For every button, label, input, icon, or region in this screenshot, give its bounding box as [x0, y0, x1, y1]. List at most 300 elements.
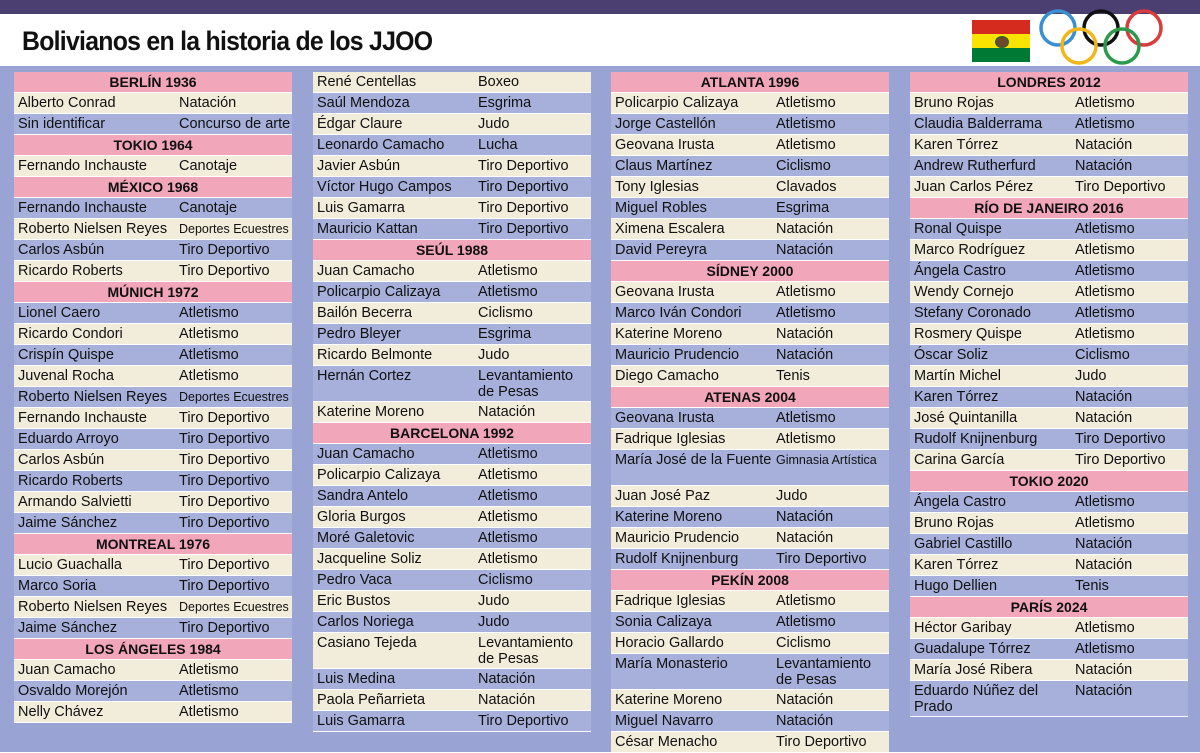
column-1	[14, 72, 292, 723]
games-header-munich-1972: MÚNICH 1972	[14, 282, 292, 303]
athlete-row	[313, 72, 591, 93]
sport-name: Tiro Deportivo	[179, 452, 270, 468]
athlete-name: Mauricio Kattan	[317, 221, 418, 237]
sport-name: Concurso de arte	[179, 116, 291, 132]
athlete-row	[313, 633, 591, 669]
athlete-row	[313, 465, 591, 486]
sport-name: Deportes Ecuestres	[179, 222, 289, 236]
athlete-row	[313, 507, 591, 528]
athlete-row	[313, 444, 591, 465]
athlete-row	[14, 366, 292, 387]
sport-name: Tiro Deportivo	[179, 410, 270, 426]
sport-name: Natación	[776, 530, 834, 546]
sport-name: Judo	[1075, 368, 1107, 384]
column-2	[313, 72, 591, 732]
athlete-row	[910, 639, 1188, 660]
sport-name: Natación	[776, 221, 834, 237]
athlete-name: Bruno Rojas	[914, 95, 994, 111]
athlete-name: Claus Martínez	[615, 158, 713, 174]
athlete-row	[313, 711, 591, 732]
athlete-row	[313, 135, 591, 156]
athlete-row	[611, 303, 889, 324]
sport-name: Judo	[478, 116, 510, 132]
athlete-row	[313, 528, 591, 549]
sport-name: Tiro Deportivo	[179, 515, 270, 531]
athlete-row	[910, 303, 1188, 324]
athlete-name: Roberto Nielsen Reyes	[18, 599, 168, 615]
athlete-name: Geovana Irusta	[615, 410, 715, 426]
athlete-name: Tony Iglesias	[615, 179, 699, 195]
athlete-name: René Centellas	[317, 74, 417, 90]
column-4	[910, 72, 1188, 717]
sport-name: Tiro Deportivo	[478, 179, 569, 195]
athlete-name: Saúl Mendoza	[317, 95, 410, 111]
sport-name: Tiro Deportivo	[179, 431, 270, 447]
sport-name: Canotaje	[179, 200, 238, 216]
sport-name: Atletismo	[776, 614, 836, 630]
athlete-name: Juvenal Rocha	[18, 368, 114, 384]
athlete-row	[611, 345, 889, 366]
athlete-name: Marco Iván Condori	[615, 305, 742, 321]
athlete-row	[611, 93, 889, 114]
athlete-name: Wendy Cornejo	[914, 284, 1014, 300]
athlete-name: Policarpio Calizaya	[317, 467, 441, 483]
athlete-row	[313, 156, 591, 177]
athlete-row	[611, 591, 889, 612]
athlete-row	[313, 93, 591, 114]
athlete-name: Katerine Moreno	[317, 404, 425, 420]
sport-name: Atletismo	[179, 704, 239, 720]
athlete-row	[313, 345, 591, 366]
athlete-name: Rudolf Knijnenburg	[914, 431, 1038, 447]
athlete-name: Luis Gamarra	[317, 200, 405, 216]
ring-yellow	[1062, 29, 1096, 63]
sport-name: Tiro Deportivo	[1075, 431, 1166, 447]
athlete-name: Mauricio Prudencio	[615, 347, 740, 363]
athlete-row	[313, 114, 591, 135]
games-header-berlin-1936: BERLÍN 1936	[14, 72, 292, 93]
sport-name: Atletismo	[1075, 494, 1135, 510]
sport-name: Tiro Deportivo	[776, 734, 867, 750]
sport-name: Judo	[776, 488, 808, 504]
athlete-name: Ricardo Roberts	[18, 263, 123, 279]
sport-name: Clavados	[776, 179, 837, 195]
sport-name: Levantamiento de Pesas	[776, 656, 872, 688]
athlete-name: Víctor Hugo Campos	[317, 179, 452, 195]
sport-name: Judo	[478, 614, 510, 630]
sport-name: Atletismo	[179, 662, 239, 678]
athlete-row	[910, 135, 1188, 156]
athlete-name: David Pereyra	[615, 242, 707, 258]
athlete-name: Ricardo Belmonte	[317, 347, 433, 363]
athlete-row	[313, 690, 591, 711]
athlete-name: Alberto Conrad	[18, 95, 116, 111]
games-header-montreal-1976: MONTREAL 1976	[14, 534, 292, 555]
games-header-londres-2012: LONDRES 2012	[910, 72, 1188, 93]
athlete-name: Javier Asbún	[317, 158, 401, 174]
athlete-row	[14, 450, 292, 471]
athlete-name: Geovana Irusta	[615, 137, 715, 153]
olympic-rings-icon	[1034, 8, 1184, 68]
athlete-name: Carina García	[914, 452, 1005, 468]
athlete-row	[14, 471, 292, 492]
athlete-row	[910, 366, 1188, 387]
games-header-seul-1988: SEÚL 1988	[313, 240, 591, 261]
athlete-name: Diego Camacho	[615, 368, 719, 384]
athlete-row	[910, 93, 1188, 114]
athlete-row	[14, 240, 292, 261]
top-color-bar	[0, 0, 1200, 14]
sport-name: Atletismo	[179, 305, 239, 321]
sport-name: Tiro Deportivo	[179, 494, 270, 510]
athlete-name: Katerine Moreno	[615, 509, 723, 525]
sport-name: Natación	[1075, 683, 1133, 699]
athlete-row	[313, 303, 591, 324]
athlete-row	[910, 660, 1188, 681]
athlete-row	[611, 507, 889, 528]
sport-name: Natación	[1075, 137, 1133, 153]
athlete-row	[14, 597, 292, 618]
athlete-name: Juan Camacho	[317, 446, 415, 462]
athlete-row	[910, 219, 1188, 240]
sport-name: Tiro Deportivo	[179, 263, 270, 279]
athlete-row	[14, 156, 292, 177]
athlete-name: Karen Tórrez	[914, 557, 999, 573]
sport-name: Atletismo	[776, 593, 836, 609]
athlete-row	[14, 345, 292, 366]
sport-name: Ciclismo	[478, 305, 533, 321]
athlete-name: Paola Peñarrieta	[317, 692, 426, 708]
athlete-row	[14, 492, 292, 513]
athlete-row	[611, 612, 889, 633]
sport-name: Atletismo	[478, 509, 538, 525]
sport-name: Atletismo	[1075, 116, 1135, 132]
athlete-name: Bailón Becerra	[317, 305, 413, 321]
sport-name: Atletismo	[478, 467, 538, 483]
athlete-row	[14, 303, 292, 324]
sport-name: Esgrima	[478, 326, 532, 342]
athlete-row	[313, 366, 591, 402]
athlete-name: Ángela Castro	[914, 263, 1006, 279]
athlete-row	[611, 219, 889, 240]
athlete-name: Luis Medina	[317, 671, 396, 687]
athlete-name: Leonardo Camacho	[317, 137, 445, 153]
athlete-name: Fernando Inchauste	[18, 158, 147, 174]
athlete-name: Karen Tórrez	[914, 389, 999, 405]
athlete-name: Luis Gamarra	[317, 713, 405, 729]
athlete-name: Lucio Guachalla	[18, 557, 122, 573]
sport-name: Tiro Deportivo	[478, 221, 569, 237]
sport-name: Natación	[1075, 536, 1133, 552]
sport-name: Natación	[1075, 662, 1133, 678]
athlete-name: Guadalupe Tórrez	[914, 641, 1031, 657]
sport-name: Atletismo	[1075, 641, 1135, 657]
games-header-atlanta-1996: ATLANTA 1996	[611, 72, 889, 93]
athlete-name: Nelly Chávez	[18, 704, 104, 720]
flag-stripe-red	[972, 20, 1030, 34]
athlete-name: Andrew Rutherfurd	[914, 158, 1036, 174]
sport-name: Atletismo	[776, 431, 836, 447]
sport-name: Boxeo	[478, 74, 520, 90]
ring-black	[1084, 11, 1118, 45]
athlete-name: Sandra Antelo	[317, 488, 409, 504]
athlete-row	[313, 261, 591, 282]
athlete-row	[910, 555, 1188, 576]
athlete-name: Armando Salvietti	[18, 494, 132, 510]
bolivia-flag-icon	[972, 20, 1030, 62]
athlete-name: María José Ribera	[914, 662, 1033, 678]
sport-name: Atletismo	[1075, 620, 1135, 636]
sport-name: Atletismo	[1075, 263, 1135, 279]
athlete-name: Pedro Bleyer	[317, 326, 401, 342]
athlete-row	[910, 450, 1188, 471]
sport-name: Tiro Deportivo	[478, 158, 569, 174]
sport-name: Tiro Deportivo	[179, 557, 270, 573]
sport-name: Natación	[179, 95, 237, 111]
athlete-row	[611, 135, 889, 156]
athlete-row	[14, 114, 292, 135]
sport-name: Tiro Deportivo	[179, 473, 270, 489]
sport-name: Tenis	[1075, 578, 1109, 594]
athlete-row	[14, 555, 292, 576]
sport-name: Tiro Deportivo	[179, 578, 270, 594]
athlete-row	[910, 408, 1188, 429]
athlete-row	[611, 654, 889, 690]
athlete-row	[910, 156, 1188, 177]
column-3	[611, 72, 889, 753]
ring-blue	[1041, 11, 1075, 45]
athlete-name: Eduardo Arroyo	[18, 431, 119, 447]
athlete-row	[611, 240, 889, 261]
athlete-row	[14, 618, 292, 639]
games-header-mexico-1968: MÉXICO 1968	[14, 177, 292, 198]
athlete-name: Geovana Irusta	[615, 284, 715, 300]
athlete-name: Fadrique Iglesias	[615, 431, 726, 447]
athlete-row	[910, 387, 1188, 408]
sport-name: Atletismo	[776, 410, 836, 426]
sport-name: Natación	[1075, 410, 1133, 426]
athlete-name: Fadrique Iglesias	[615, 593, 726, 609]
sport-name: Esgrima	[776, 200, 830, 216]
sport-name: Natación	[776, 242, 834, 258]
athlete-row	[313, 402, 591, 423]
sport-name: Atletismo	[1075, 326, 1135, 342]
athlete-name: Juan Carlos Pérez	[914, 179, 1034, 195]
athlete-name: Gabriel Castillo	[914, 536, 1013, 552]
athlete-row	[910, 534, 1188, 555]
sport-name: Canotaje	[179, 158, 238, 174]
sport-name: Atletismo	[179, 368, 239, 384]
athlete-row	[611, 114, 889, 135]
sport-name: Ciclismo	[1075, 347, 1130, 363]
sport-name: Atletismo	[1075, 242, 1135, 258]
athlete-row	[313, 177, 591, 198]
athlete-name: Claudia Balderrama	[914, 116, 1043, 132]
sport-name: Atletismo	[478, 263, 538, 279]
athlete-row	[611, 732, 889, 753]
athlete-row	[611, 282, 889, 303]
athlete-row	[910, 681, 1188, 717]
athlete-name: Bruno Rojas	[914, 515, 994, 531]
athlete-name: Sin identificar	[18, 116, 106, 132]
sport-name: Atletismo	[478, 446, 538, 462]
athlete-name: Karen Tórrez	[914, 137, 999, 153]
sport-name: Tiro Deportivo	[478, 200, 569, 216]
games-header-tokio-2020: TOKIO 2020	[910, 471, 1188, 492]
games-header-sidney-2000: SÍDNEY 2000	[611, 261, 889, 282]
athlete-row	[910, 576, 1188, 597]
sport-name: Ciclismo	[478, 572, 533, 588]
athlete-name: Ronal Quispe	[914, 221, 1002, 237]
games-header-paris-2024: PARÍS 2024	[910, 597, 1188, 618]
sport-name: Ciclismo	[776, 158, 831, 174]
games-header-atenas-2004: ATENAS 2004	[611, 387, 889, 408]
athlete-name: Carlos Noriega	[317, 614, 414, 630]
flag-crest	[995, 36, 1009, 48]
athlete-row	[14, 513, 292, 534]
sport-name: Tiro Deportivo	[776, 551, 867, 567]
athlete-name: Carlos Asbún	[18, 242, 105, 258]
athlete-row	[910, 513, 1188, 534]
athlete-row	[611, 450, 889, 486]
athlete-row	[313, 669, 591, 690]
athlete-name: Rosmery Quispe	[914, 326, 1022, 342]
athlete-name: Miguel Navarro	[615, 713, 714, 729]
athlete-name: Marco Soria	[18, 578, 97, 594]
athlete-row	[313, 612, 591, 633]
athlete-row	[910, 240, 1188, 261]
athlete-name: Ricardo Roberts	[18, 473, 123, 489]
sport-name: Tiro Deportivo	[179, 242, 270, 258]
flag-stripe-green	[972, 48, 1030, 62]
sport-name: Natación	[1075, 389, 1133, 405]
athlete-name: Gloria Burgos	[317, 509, 406, 525]
sport-name: Atletismo	[1075, 305, 1135, 321]
athlete-name: Ángela Castro	[914, 494, 1006, 510]
athlete-name: Lionel Caero	[18, 305, 101, 321]
athlete-row	[14, 387, 292, 408]
sport-name: Gimnasia Artística	[776, 453, 877, 467]
athlete-row	[313, 198, 591, 219]
athlete-name: Roberto Nielsen Reyes	[18, 221, 168, 237]
athlete-name: Marco Rodríguez	[914, 242, 1026, 258]
athlete-row	[611, 549, 889, 570]
sport-name: Natación	[478, 692, 536, 708]
games-header-los-angeles-1984: LOS ÁNGELES 1984	[14, 639, 292, 660]
athlete-row	[611, 408, 889, 429]
sport-name: Atletismo	[776, 305, 836, 321]
athlete-row	[14, 93, 292, 114]
sport-name: Atletismo	[179, 326, 239, 342]
athlete-row	[313, 549, 591, 570]
ring-green	[1105, 29, 1139, 63]
athlete-row	[14, 702, 292, 723]
athlete-name: Sonia Calizaya	[615, 614, 712, 630]
athlete-name: Katerine Moreno	[615, 326, 723, 342]
athlete-name: Édgar Claure	[317, 116, 403, 132]
athlete-row	[14, 660, 292, 681]
sport-name: Tiro Deportivo	[478, 713, 569, 729]
athlete-row	[14, 324, 292, 345]
games-header-barcelona-1992: BARCELONA 1992	[313, 423, 591, 444]
athlete-row	[910, 177, 1188, 198]
athlete-row	[14, 576, 292, 597]
athlete-row	[611, 177, 889, 198]
athlete-row	[910, 114, 1188, 135]
athlete-row	[611, 711, 889, 732]
sport-name: Atletismo	[776, 116, 836, 132]
athlete-row	[611, 486, 889, 507]
sport-name: Judo	[478, 347, 510, 363]
athlete-name: Stefany Coronado	[914, 305, 1031, 321]
sport-name: Atletismo	[1075, 515, 1135, 531]
athlete-name: Moré Galetovic	[317, 530, 415, 546]
sport-name: Natación	[776, 509, 834, 525]
athlete-name: Jorge Castellón	[615, 116, 716, 132]
athlete-row	[611, 528, 889, 549]
sport-name: Natación	[776, 713, 834, 729]
athlete-name: Rudolf Knijnenburg	[615, 551, 739, 567]
athlete-row	[14, 681, 292, 702]
athlete-row	[14, 198, 292, 219]
athlete-name: Pedro Vaca	[317, 572, 392, 588]
athlete-row	[14, 408, 292, 429]
athlete-name: Martín Michel	[914, 368, 1002, 384]
athlete-row	[611, 429, 889, 450]
athlete-row	[611, 198, 889, 219]
athlete-name: Óscar Soliz	[914, 347, 989, 363]
sport-name: Deportes Ecuestres	[179, 600, 289, 614]
athlete-name: María Monasterio	[615, 656, 728, 672]
athlete-name: Katerine Moreno	[615, 692, 723, 708]
athlete-name: Osvaldo Morejón	[18, 683, 128, 699]
ring-red	[1127, 11, 1161, 45]
sport-name: Tiro Deportivo	[179, 620, 270, 636]
athlete-name: Juan Camacho	[317, 263, 415, 279]
athlete-name: Horacio Gallardo	[615, 635, 724, 651]
athlete-name: Casiano Tejeda	[317, 635, 417, 651]
sport-name: Atletismo	[478, 488, 538, 504]
athlete-name: Crispín Quispe	[18, 347, 114, 363]
athlete-row	[611, 156, 889, 177]
sport-name: Natación	[776, 692, 834, 708]
athlete-row	[313, 282, 591, 303]
sport-name: Atletismo	[1075, 284, 1135, 300]
athlete-name: José Quintanilla	[914, 410, 1018, 426]
sport-name: Natación	[776, 326, 834, 342]
athlete-name: Policarpio Calizaya	[317, 284, 441, 300]
sport-name: Atletismo	[179, 683, 239, 699]
sport-name: Atletismo	[1075, 221, 1135, 237]
sport-name: Natación	[478, 671, 536, 687]
athlete-name: Jaime Sánchez	[18, 620, 118, 636]
sport-name: Levantamiento de Pesas	[478, 635, 574, 667]
sport-name: Atletismo	[776, 284, 836, 300]
athlete-name: Juan José Paz	[615, 488, 711, 504]
sport-name: Tiro Deportivo	[1075, 179, 1166, 195]
sport-name: Judo	[478, 593, 510, 609]
athlete-row	[14, 261, 292, 282]
athlete-name: Eric Bustos	[317, 593, 391, 609]
athlete-name: Héctor Garibay	[914, 620, 1012, 636]
athlete-name: César Menacho	[615, 734, 718, 750]
athlete-name: Hugo Dellien	[914, 578, 998, 594]
sport-name: Ciclismo	[776, 635, 831, 651]
athlete-name: Jacqueline Soliz	[317, 551, 422, 567]
sport-name: Natación	[1075, 557, 1133, 573]
athlete-name: Roberto Nielsen Reyes	[18, 389, 168, 405]
sport-name: Natación	[1075, 158, 1133, 174]
